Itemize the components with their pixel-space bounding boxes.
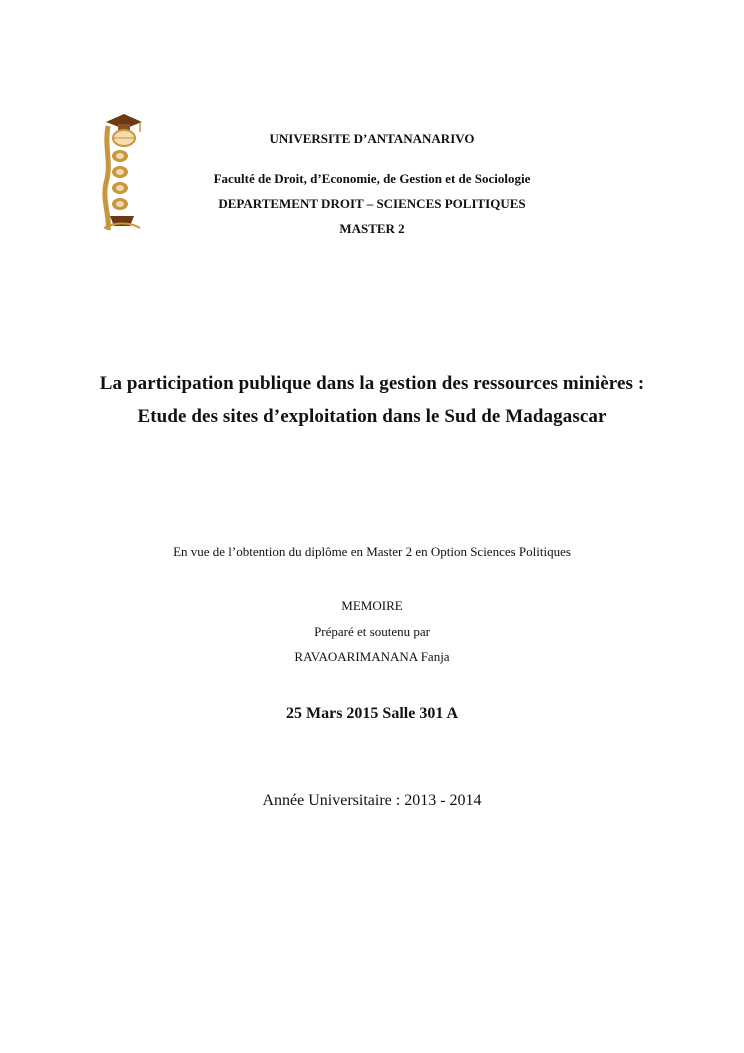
- author-name: RAVAOARIMANANA Fanja: [294, 649, 450, 664]
- thesis-title-line-2: Etude des sites d’exploitation dans le Sud de Madagascar: [137, 406, 607, 427]
- university-name: UNIVERSITE D’ANTANANARIVO: [269, 131, 475, 146]
- degree-purpose: En vue de l’obtention du diplôme en Master 2 en Option Sciences Politiques: [173, 544, 571, 559]
- defense-date: 25 Mars 2015 Salle 301 A: [286, 705, 458, 722]
- degree-level: MASTER 2: [339, 221, 405, 236]
- prepared-by-label: Préparé et soutenu par: [314, 624, 430, 639]
- thesis-title-line-1: La participation publique dans la gestion des ressources minières :: [99, 373, 645, 394]
- faculty-name: Faculté de Droit, d’Economie, de Gestion et de Sociologie: [213, 171, 531, 186]
- department-name: DEPARTEMENT DROIT – SCIENCES POLITIQUES: [218, 196, 526, 211]
- document-type: MEMOIRE: [341, 598, 403, 613]
- academic-year: Année Universitaire : 2013 - 2014: [262, 792, 482, 809]
- university-seal-icon: [100, 108, 144, 232]
